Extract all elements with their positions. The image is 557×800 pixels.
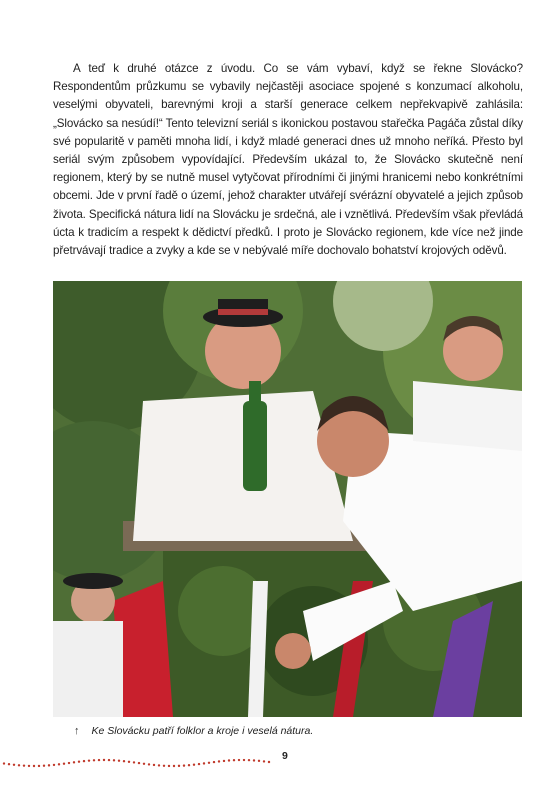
footer-dot [133, 761, 135, 763]
footer-dot [33, 765, 35, 767]
footer-dot [73, 761, 75, 763]
footer-dot [103, 759, 105, 761]
footer-dot [213, 761, 215, 763]
footer-dotted-line [0, 753, 275, 773]
footer-dot [238, 759, 240, 761]
footer-dot [78, 760, 80, 762]
footer-dot [98, 759, 100, 761]
footer-dot [118, 759, 120, 761]
footer-dot [203, 762, 205, 764]
footer-dot [163, 765, 165, 767]
footer-dot [168, 765, 170, 767]
footer-dot [263, 760, 265, 762]
footer-dot [153, 764, 155, 766]
footer-dot [143, 763, 145, 765]
footer-dot [93, 759, 95, 761]
folklore-photo-illustration [53, 281, 522, 717]
footer-dot [38, 765, 40, 767]
footer-dot [128, 761, 130, 763]
footer-dot [253, 759, 255, 761]
footer-dot [68, 762, 70, 764]
footer-dot [218, 760, 220, 762]
footer-dot [183, 764, 185, 766]
footer-dot [173, 765, 175, 767]
footer-dot [113, 759, 115, 761]
footer-dot [58, 763, 60, 765]
footer-dot [138, 762, 140, 764]
footer-dot [188, 764, 190, 766]
footer-dot [83, 760, 85, 762]
footer-dot [258, 760, 260, 762]
footer-dot [43, 765, 45, 767]
figure-caption [74, 725, 313, 737]
footer-dot [18, 764, 20, 766]
footer-dot [243, 759, 245, 761]
folklore-photo [53, 281, 522, 717]
footer-dot [3, 762, 5, 764]
footer-dot [88, 759, 90, 761]
footer-dot [248, 759, 250, 761]
body-paragraph: A teď k druhé otázce z úvodu. Co se vám vybaví, když se řekne Slovácko? Respondentům průzkumu se vybavily nejčastěji asociace spojené s konzumací alkoholu, veselými obyvateli, barevnými kroji a starší generace celkem nepřekvapivě zahlásila: „Slovácko sa nesúdí!“ Tento televizní seriál s ikonickou postavou stařečka Pagáča zůstal díky své popularitě v paměti mnoha lidí, i když mladé generaci dnes už mnoho neříká. Přesto byl seriál svým způsobem vypovídající. Především ukázal to, že Slovácko skutečně není regionem, který by se nutně musel vytyčovat přírodními či jinými hranicemi nebo konkrétními obcemi. Jde v první řadě o území, jehož charakter utvářejí svérázní obyvatelé a jejich způsob života. Specifická nátura lidí na Slovácku je srdečná, ale i vznětlivá. Především však převládá úcta k tradicím a respekt k dědictví předků. I proto je Slovácko regionem, kde více než jinde přetrvávají tradice a zvyky a kde se v nebývalé míře dochovalo bohatství krojových oděvů. [53, 62, 523, 258]
footer-dot [123, 760, 125, 762]
footer-dot [158, 764, 160, 766]
page-number: 9 [282, 750, 288, 762]
footer-dot [23, 764, 25, 766]
footer-dot [108, 759, 110, 761]
footer-dot [178, 765, 180, 767]
arrow-up-icon: ↑ [74, 725, 80, 737]
footer-dot [208, 762, 210, 764]
footer-dot [53, 764, 55, 766]
footer-dot [223, 760, 225, 762]
footer-dot [8, 763, 10, 765]
footer-dot [63, 762, 65, 764]
footer-dot [268, 761, 270, 763]
footer-dot [48, 764, 50, 766]
footer-dot [13, 764, 15, 766]
footer-dot [148, 763, 150, 765]
caption-text: Ke Slovácku patří folklor a kroje i veselá nátura. [91, 725, 314, 737]
footer-dot [198, 763, 200, 765]
footer-dot [228, 759, 230, 761]
footer-dot [193, 764, 195, 766]
footer-dot [28, 765, 30, 767]
footer-dot [233, 759, 235, 761]
